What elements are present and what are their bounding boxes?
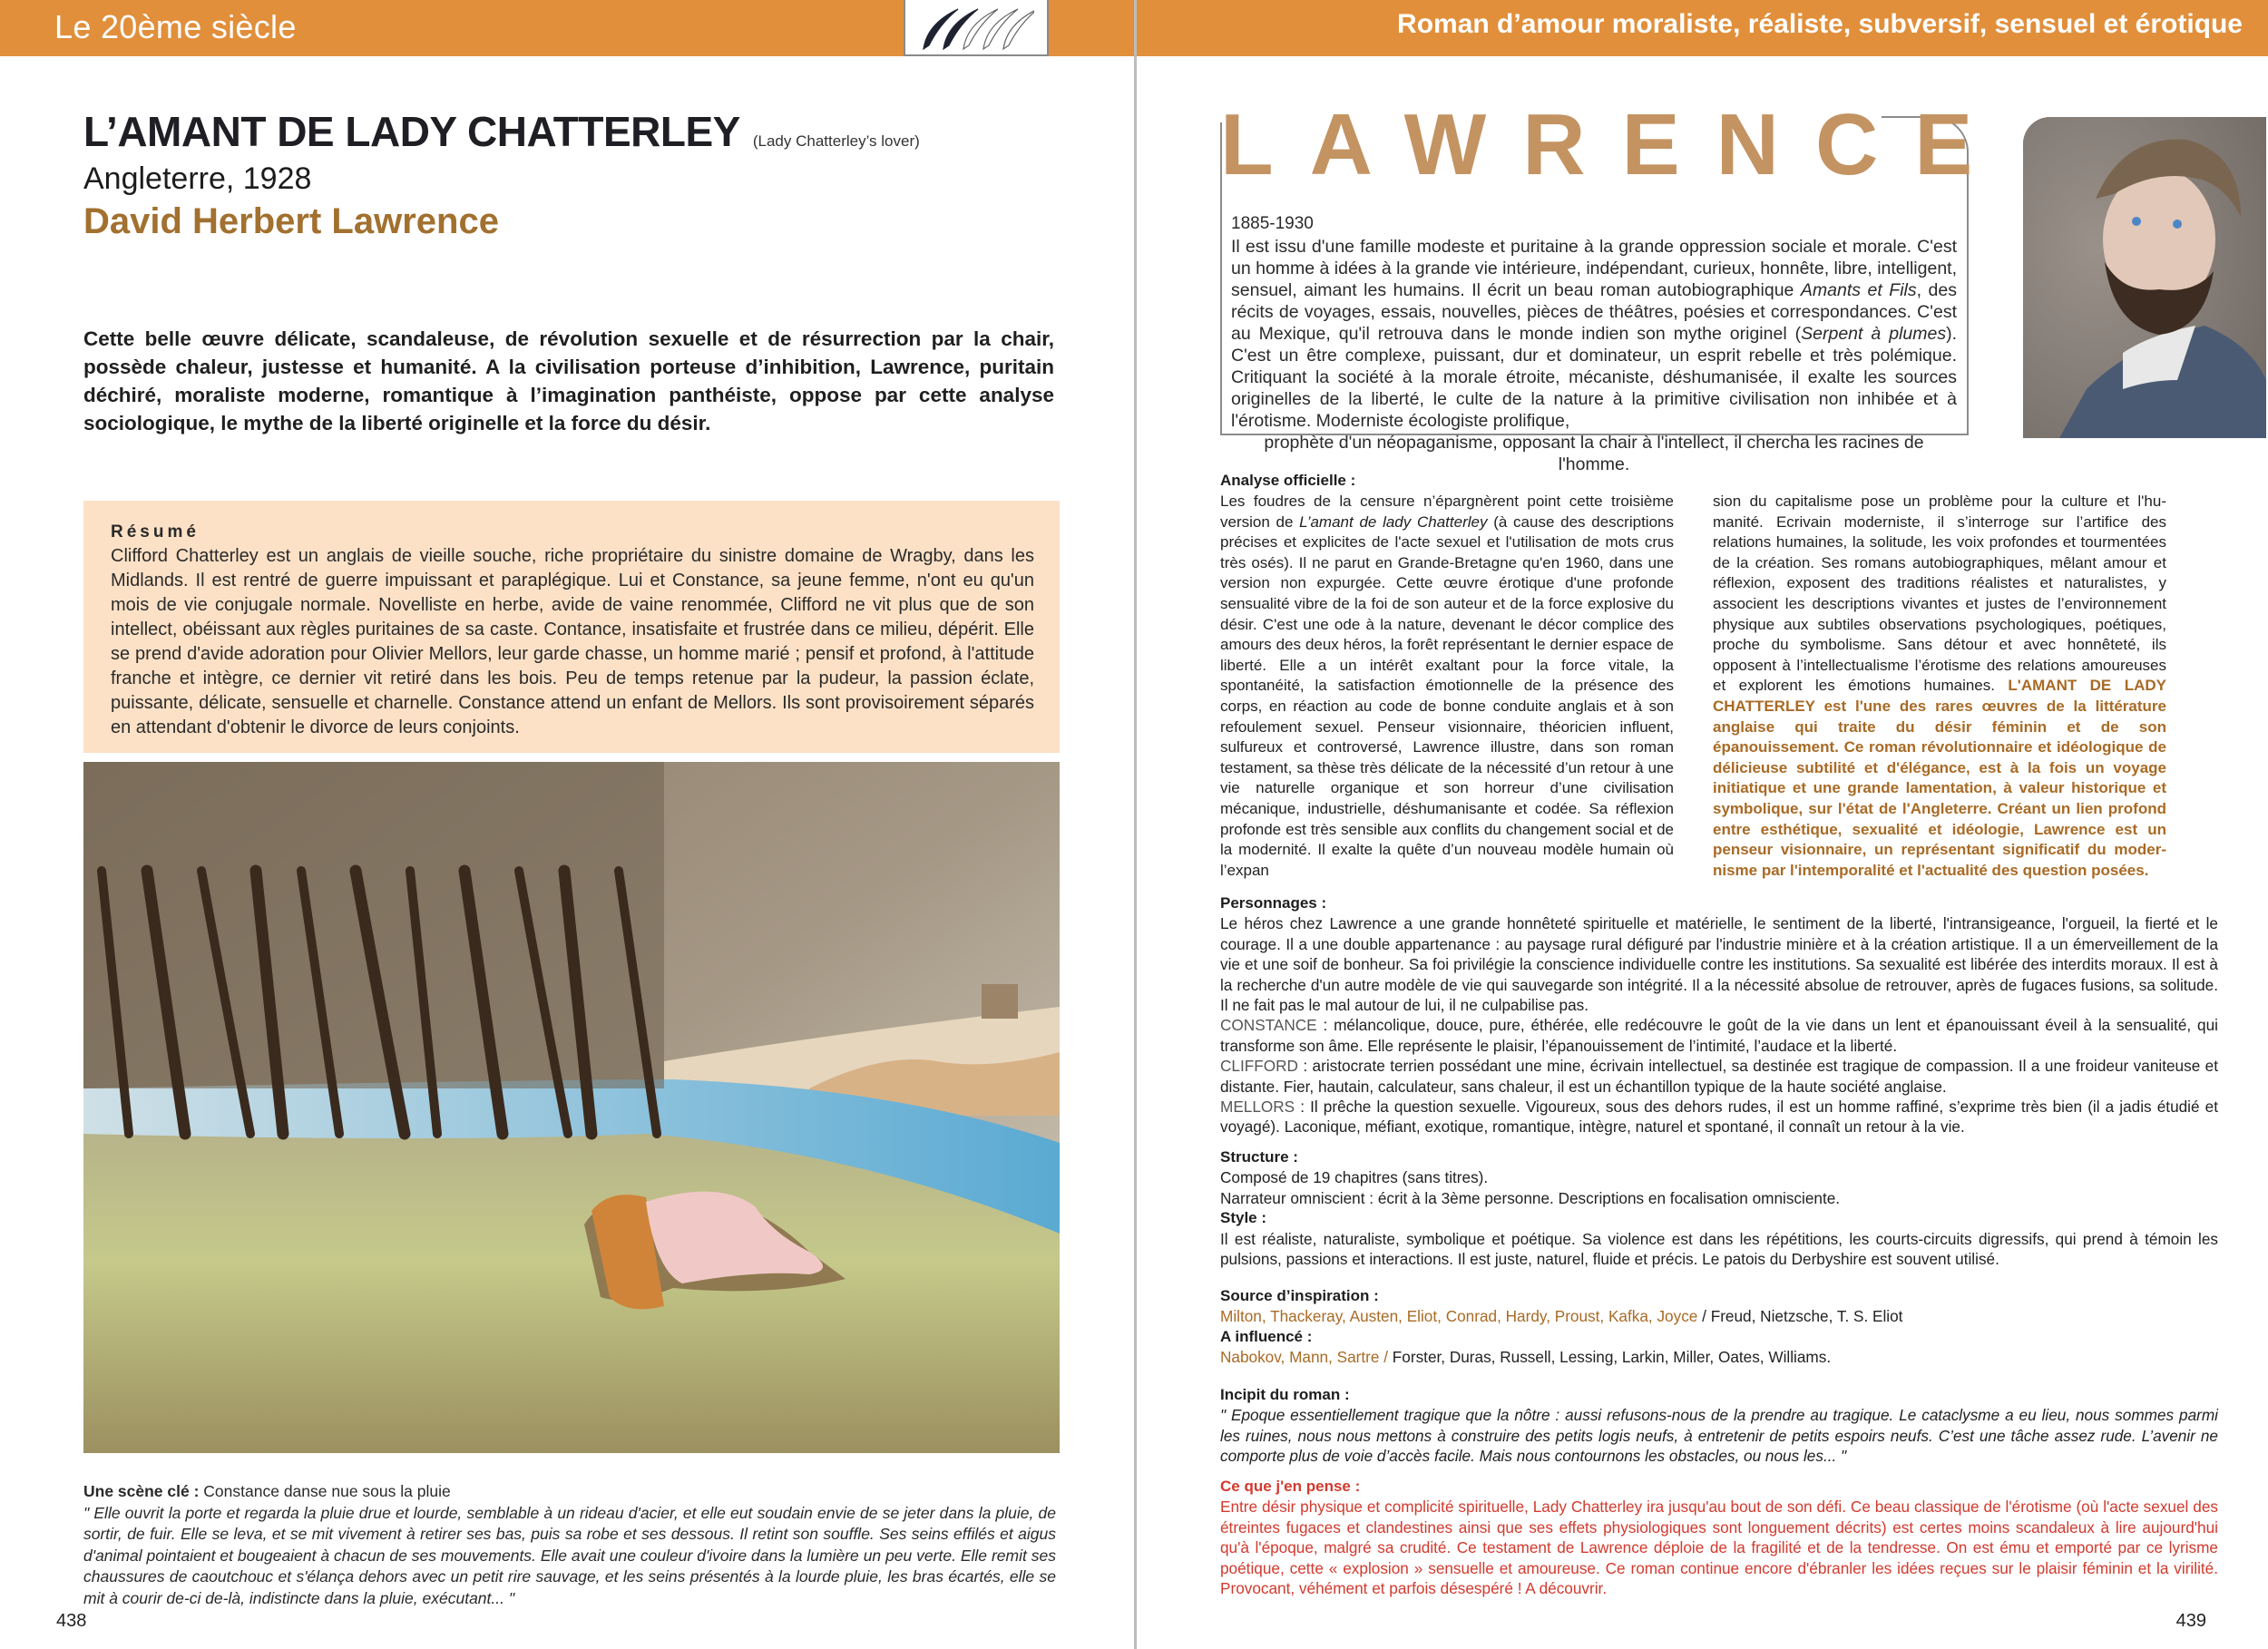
analysis-book-title: L’amant de lady Chatterley: [1299, 512, 1488, 531]
resume-text: Clifford Chatterley est un anglais de vieille souche, riche propriétaire du sinistre domaine de Wragby, dans les Midlands. Il est rentré de guerre impuissant et paraplégique. Lui et Constance, sa jeune femme, n'ont eu qu'un mois de vie conjugale normale. Novelliste en herbe, avide de vaine renommée, Clifford ne vit plus que de son intellect, obéissant aux règles puritaines de sa caste. Contance, insatisfaite et frustrée dans ce milieu, dépérit. Elle se prend d'avide adoration pour Olivier Mellors, leur garde chasse, un homme marié ; pensif et profond, à l'attitude franche et intègre, ce dernier vit retiré dans les bois. Peu de temps retenue par la pudeur, la passion éclate, puissante, délicate, sensuelle et charnelle. Constance attend un enfant de Mellors. Ils sont provisoirement séparés en attendant d'obtenir le divorce de leurs conjoints.: [111, 546, 1034, 737]
genre-title: Roman d’amour moraliste, réaliste, subversif, sensuel et érotique: [1397, 9, 2243, 39]
character-entry: [1220, 1056, 2218, 1097]
eye-left: [2132, 217, 2141, 226]
inspiration-label: Source d’inspiration :: [1220, 1287, 1379, 1304]
incipit-label: Incipit du roman :: [1220, 1386, 1350, 1403]
book-title: [83, 107, 920, 156]
book-title-fr: L’AMANT DE LADY CHATTERLEY: [83, 108, 740, 155]
right-page: [1137, 0, 2268, 1649]
bio-text-part: , des récits de voyages, essais, nouvelles, pièces de théâtres, poésies et correspondances. C'est au Mexique, qu'il retrouva dans le monde indien son mythe originel (: [1231, 280, 1957, 344]
analysis-text: Les foudres de la censure n’épargnèrent point cette troisième version de: [1220, 493, 1674, 531]
inspiration-section: [1220, 1286, 2218, 1368]
book-origin: Angleterre, 1928: [83, 161, 312, 196]
character-desc: : aristocrate terrien possédant une mine, écrivain intellectuel, sa destinée est tragique de compassion. Il a une froideur vaniteuse et distante. Fier, hautain, calculateur, sans chaleur, il est un échantillon typique de la haute société anglaise.: [1220, 1057, 2218, 1096]
bio-book-title: Amants et Fils: [1800, 280, 1917, 300]
structure-line: Composé de 19 chapitres (sans titres).: [1220, 1168, 1489, 1187]
incipit-quote: " Epoque essentiellement tragique que la nôtre : aussi refusons-nous de la prendre au tragique. Le cataclysme a eu lieu, nous sommes parmi les ruines, nous nous mettons à construire des petits logis neufs, à entretenir de petits espoirs neufs. C’est une tâche assez rude. L’avenir ne comporte plus de voie d’accès facile. Mais nous contournons les obstacles, ou nous les... ": [1220, 1406, 2218, 1466]
painting-illustration: [83, 762, 1060, 1453]
page-number-right: 439: [2175, 1611, 2206, 1631]
house: [982, 984, 1018, 1019]
scene-heading: [83, 1481, 1056, 1503]
analysis-text: (à cause des descriptions précises et explicites de l'acte sexuel et l'utilisation de mots crus très osés). Il ne parut en Grande-Bretagne qu'en 1960, dans une version non expurgée. Cette œuvre érotique d'une profonde sensualité vibre de la foi de son auteur et de la force explosive du désir. C'est une ode à la nature, devenant le décor complice des amours des deux héros, la forêt représentant le dernier espace de liberté. Elle a un intérêt exaltant pour la force vitale, la spontanéité, la satisfaction émotionnelle de la présence des corps, en réaction au code de bonne conduite anglais et à son refoulement sexuel. Penseur visionnaire, théoricien influent, sulfureux et controversé, Lawrence illustre, dans son roman testament, sa thèse très délicate de la nécessité d’un retour à une vie naturelle organique et son horreur d’une civilisation mécanique, industrielle, déshumanisante et codée. Sa réflexion profonde est très sensible aux conflits du changement social et de la modernité. Il exalte la quête d’un nouveau modèle humain où l’expan: [1220, 512, 1674, 879]
character-name: CLIFFORD: [1220, 1057, 1298, 1076]
watercolor-painting: [83, 762, 1060, 1453]
inspiration-literary: Milton, Thackeray, Austen, Eliot, Conrad, Hardy, Proust, Kafka, Joyce: [1220, 1307, 1698, 1326]
character-desc: : Il prêche la question sexuelle. Vigoureux, sous des dehors rudes, il est un homme raffiné, s’exprime très bien (il a jadis étudié et voyagé). Laconique, méfiant, exotique, romantique, intègre, naturel et spontané, il connaît un retour à la vie.: [1220, 1098, 2218, 1137]
opinion-section: [1220, 1477, 2218, 1598]
eye-right: [2173, 220, 2182, 229]
characters-section: [1220, 893, 2218, 1137]
inspiration-thinkers: Freud, Nietzsche, T. S. Eliot: [1710, 1307, 1903, 1326]
scene-label: Une scène clé :: [83, 1482, 200, 1500]
page-number-left: 438: [56, 1611, 87, 1631]
rating-box: [904, 0, 1049, 56]
style-label: Style :: [1220, 1209, 1267, 1227]
character-entry: [1220, 1097, 2218, 1137]
analysis-highlight: L'AMANT DE LADY CHATTERLEY est l'une des rares œuvres de la littérature anglaise qui traite du désir féminin et de son épanouissement. Ce roman révolutionnaire et idéologique de délicieuse subtilité et d'élégance, est à la fois un voyage initiatique et une grande lamentation, à valeur historique et symbolique, sur l'état de l'Angleterre. Créant un lien profond entre esthétique, sexualité et idéologie, Lawrence est un penseur visionnaire, un représentant significatif du modernisme par l'intemporalité et l'actualité des question posées.: [1713, 677, 2166, 879]
author-bio: [1231, 236, 1957, 475]
character-name: MELLORS: [1220, 1098, 1295, 1117]
inspiration-list: Milton, Thackeray, Austen, Eliot, Conrad, Hardy, Proust, Kafka, Joyce / Freud, Nietzsche, T. S. Eliot: [1220, 1307, 1903, 1326]
influence-list: Nabokov, Mann, Sartre / Forster, Duras, Russell, Lessing, Larkin, Miller, Oates, Williams.: [1220, 1348, 1832, 1367]
scene-quote: " Elle ouvrit la porte et regarda la pluie drue et lourde, semblable à un rideau d'acier, et elle eut soudain envie de se jeter dans la pluie, de sortir, de fuir. Elle se leva, et se mit vivement à retirer ses bas, puis sa robe et ses dessous. Il retint son souffle. Ses seins effilés et aigus d'animal pointaient et bougeaient à chacun de ses mouvements. Elle avait une couleur d'ivoire dans la lumière un peu verte. Elle remit ses chaussures de caoutchouc et s'élança dehors avec un petit rire sauvage, et les seins présentés à la lourde pluie, les bras écartés, elle se mit à courir de-ci de-là, indistincte dans la pluie, exécutant... ": [83, 1503, 1056, 1607]
incipit-section: [1220, 1385, 2218, 1467]
influence-label: A influencé :: [1220, 1327, 1313, 1345]
bio-text-part: Il est issu d'une famille modeste et puritaine à la grande oppression sociale et morale. C'est un homme à idées à la grande vie intérieure, indépendant, curieux, honnête, libre, intelligent, sensuel, aimant les humains. Il écrit un beau roman autobiographique: [1231, 237, 1958, 300]
influence-secondary: Forster, Duras, Russell, Lessing, Larkin, Miller, Oates, Williams.: [1392, 1348, 1832, 1367]
bio-text-part: ). C'est un être complexe, puissant, dur et dominateur, un esprit rebelle et très polémique. Critiquant la société à la morale étroite, mécaniste, déshumanisée, il exalte les sources originelles de la liberté, le culte de la nature à la primitive civilisation non inhibée et à l'érotisme. Moderniste écologiste prolifique,: [1231, 324, 1957, 431]
analysis-column-1: [1220, 492, 1674, 881]
feather-rating: [922, 5, 1034, 51]
analysis-column-2: [1713, 492, 2166, 881]
author-name-large: LAWRENCE: [1220, 96, 2009, 193]
structure-style-section: [1220, 1147, 2218, 1269]
character-entry: [1220, 1015, 2218, 1056]
style-text: Il est réaliste, naturaliste, symbolique et poétique. Sa violence est dans les répétitions, les courts-circuits digressifs, qui prend à témoin les pulsions, passions et interactions. Il est juste, naturel, fluide et précis. Le patois du Derbyshire est souvent utilisé.: [1220, 1229, 2218, 1269]
structure-line: Narrateur omniscient : écrit à la 3ème personne. Descriptions en focalisation omnisciente.: [1220, 1188, 1841, 1207]
bio-book-title: Serpent à plumes: [1801, 324, 1947, 344]
author-portrait: [2023, 117, 2266, 438]
opinion-label: Ce que j'en pense :: [1220, 1478, 1361, 1495]
analysis-text: sion du capitalisme pose un problème pour la culture et l'humanité. Ecrivain moderniste, il s’interroge sur l’artifice des relations humaines, la solitude, les voix profondes et tourmentées de la création. Ses romans autobiographiques, mêlant amour et réflexion, exposent des traditions réalistes et naturalistes, y associent les descriptions vivantes et justes de l’environnement physique aux subtiles observations psychologiques, poétiques, proche du symbolisme. Sans détour et avec honnêteté, ils opposent à l’intellectualisme l’érotisme des relations amoureuses et explorent les émotions humaines.: [1713, 493, 2166, 695]
intro-paragraph: Cette belle œuvre délicate, scandaleuse, de révolution sexuelle et de résurrection par la chair, possède chaleur, justesse et humanité. A la civilisation porteuse d’inhibition, Lawrence, puritain déchiré, moraliste moderne, romantique à l’imagination panthéiste, oppose par cette analyse sociologique, le mythe de la liberté originelle et la force du désir.: [83, 327, 1054, 434]
resume-label: Résumé: [111, 522, 200, 542]
analysis-label: Analyse officielle :: [1220, 472, 1356, 489]
bio-text-last: prophète d'un néopaganisme, opposant la chair à l'intellect, il chercha les racines de l'homme.: [1264, 433, 1924, 474]
scene-title: Constance danse nue sous la pluie: [203, 1482, 451, 1500]
book-title-en: (Lady Chatterley’s lover): [752, 132, 920, 150]
characters-intro: Le héros chez Lawrence a une grande honnêteté spirituelle et matérielle, le sentiment de la liberté, l'intransigeance, l'orgueil, la fierté et le courage. Il a une double appartenance : au paysage rural défiguré par l'industrie minière et à la création artistique. Il a un émerveillement de la vie et une soif de bonheur. Sa foi privilégie la conscience individuelle contre les institutions. Sa sexualité est libérée des interdits moraux. Il est à la recherche d'un autre modèle de vie qui sauvegarde son intégrité. Il a la nécessité absolue de retrouver, après de fugaces fusions, sa solitude. Il ne fait pas le mal autour de lui, il ne culpabilise pas.: [1220, 914, 2218, 1015]
header-band-right: [1137, 0, 2268, 56]
portrait-image: [2023, 117, 2266, 438]
characters-label: Personnages :: [1220, 894, 1327, 912]
key-scene: [83, 1481, 1056, 1609]
influence-primary: Nabokov, Mann, Sartre: [1220, 1348, 1380, 1367]
opinion-text: Entre désir physique et complicité spirituelle, Lady Chatterley ira jusqu'au bout de son défi. Ce beau classique de l'érotisme (où l'acte sexuel des étreintes fugaces et clandestines ainsi que ses effets physiologiques sont longuement décrits) est certes moins scandaleux à lire aujourd'hui qu'à l'époque, malgré sa crudité. Ce testament de Lawrence déploie de la fragilité et de la tendresse. On est ému et emporté par ce lyrisme poétique, cette « explosion » sensuelle et amoureuse. Ce roman continue encore d'ébranler les idées reçues sur le plaisir féminin et la virilité. Provocant, véhément et parfois désespéré ! A découvrir.: [1220, 1498, 2218, 1598]
character-name: CONSTANCE: [1220, 1016, 1317, 1035]
book-author: David Herbert Lawrence: [83, 201, 499, 241]
structure-label: Structure :: [1220, 1148, 1298, 1166]
century-title: Le 20ème siècle: [54, 8, 297, 45]
character-desc: : mélancolique, douce, pure, éthérée, elle redécouvre le goût de la vie dans un lent et épanouissant éveil à la sensualité, qui transforme son âme. Elle représente le plaisir, l’épanouissement de l’intimité, l’audace et la liberté.: [1220, 1016, 2218, 1055]
author-years: 1885-1930: [1231, 214, 1314, 233]
resume-box: [83, 501, 1060, 753]
